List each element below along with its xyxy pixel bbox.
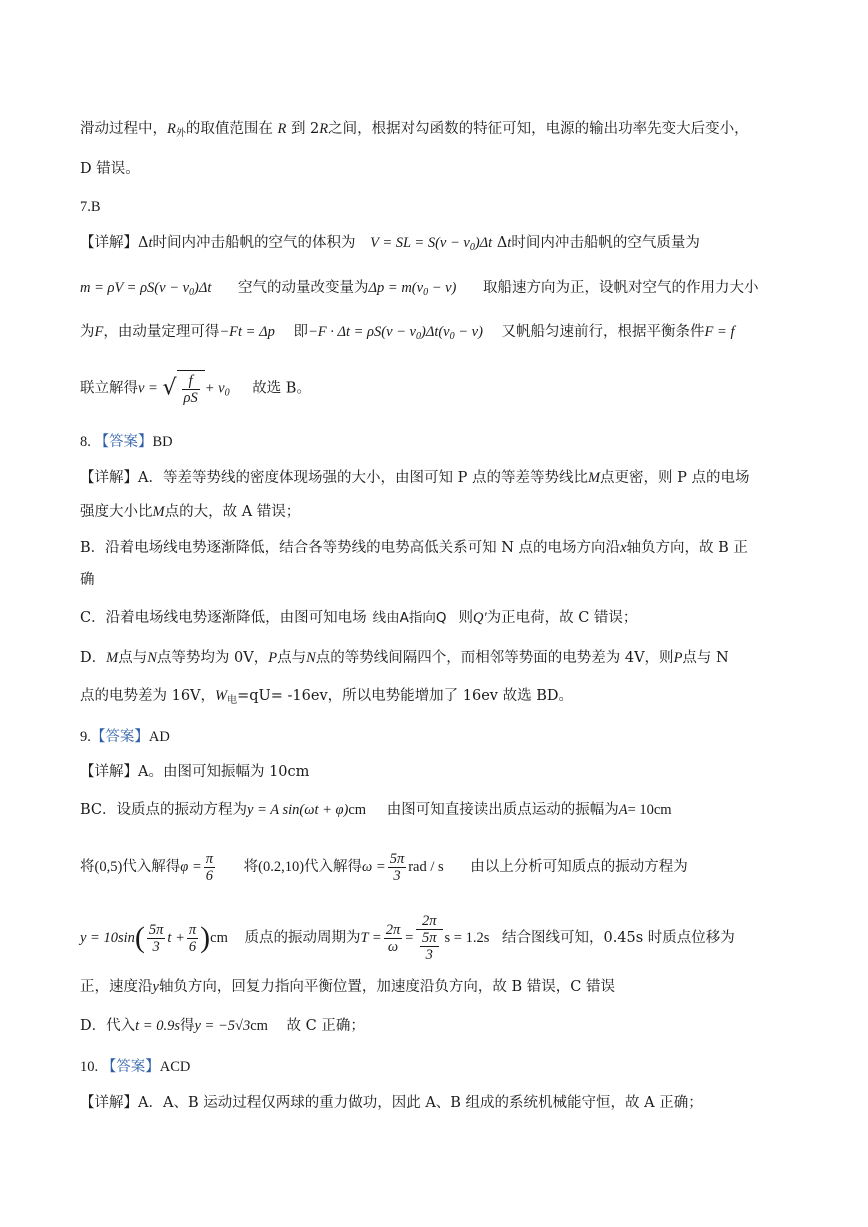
text-line: 将(0,5)代入解得φ = $\frac{\pi}{6}$ 将(0.2,10)代入解得ω = $\frac{5\pi}{3}$ rad / s 由以上分析可知质点的振动方程为	[80, 850, 688, 884]
formula: V = SL = $S(v - v_0)\Delta t$	[370, 235, 493, 253]
fraction: $\frac{\pi}{6}$	[188, 921, 197, 955]
text-line: 联立解得v = √ $\frac{f}{\rho S}$ + $v_0$ 故选 B。	[80, 370, 311, 412]
fraction: $\frac{\pi}{6}$	[205, 850, 213, 884]
text-line: D．代入t = 0.9s得y = −5√3cm 故 C 正确；	[80, 1018, 365, 1034]
text-line: 【详解】A．等差等势线的密度体现场强的大小，由图可知 P 点的等差等势线比M点更密，则 P 点的电场	[80, 470, 750, 486]
text-line: D 错误。	[80, 161, 140, 177]
answer-heading: 8. 【答案】BD	[80, 434, 173, 450]
text-line: 正，速度沿y轴负方向，回复力指向平衡位置，加速度沿负方向，故 B 错误，C 错误	[80, 979, 616, 995]
text-line: C．沿着电场线电势逐渐降低，由图可知电场 线由A指向Q 则Q′为正电荷，故 C 错误；	[80, 610, 638, 626]
text-line: $m = \rho V = \rho S(v - v_0)\Delta t$ 空气的动量改变量为$\Delta p = m(v_0 - v)$ 取船速方向为正，设帆对空气的作用力大小	[80, 280, 759, 298]
fraction: $\frac{5\pi}{3}$	[148, 921, 164, 955]
text-line: 【详解】A．A、B 运动过程仅两球的重力做功，因此 A、B 组成的系统机械能守恒，故 A 正确；	[80, 1095, 703, 1111]
answer-heading: 10. 【答案】ACD	[80, 1059, 191, 1075]
formula: $m = \rho V = \rho S(v - v_0)\Delta t$	[80, 280, 212, 298]
text-line: BC．设质点的振动方程为y = A sin(ωt + φ)cm 由图可知直接读出质点运动的振幅为A= 10cm	[80, 802, 672, 818]
text-line: y = 10sin( $\frac{5\pi}{3}$ t + $\frac{\pi}{6}$ )cm 质点的振动周期为T = $\frac{2\pi}{\omega}$ = $\frac{2\pi}{\frac{5\pi}{3}}$ s = 1.2s 结合图线可知，0.45s 时质点位移为	[80, 913, 735, 963]
fraction: $\frac{5\pi}{3}$	[389, 850, 405, 884]
text-line: 点的电势差为 16V，$W_电=qU= -16ev$，所以电势能增加了 16ev 故选 BD。	[80, 688, 573, 706]
text-line: 为F，由动量定理可得−Ft = Δp 即$-F \cdot \Delta t = \rho S(v - v_0)\Delta t(v_0 - v)$ 又帆船匀速前行，根据平衡条件F = f	[80, 324, 735, 342]
text-line: 强度大小比M点的大，故 A 错误；	[80, 504, 301, 520]
text-line: D．M点与N点等势均为 0V，P点与N点的等势线间隔四个，而相邻等势面的电势差为 4V，则P点与 N	[80, 650, 729, 666]
formula: $\Delta p = m(v_0 - v)$	[368, 280, 457, 298]
fraction: $\frac{2\pi}{\frac{5\pi}{3}}$	[416, 913, 443, 963]
fraction: $\frac{2\pi}{\omega}$	[385, 921, 401, 955]
text-line: 【详解】A。由图可知振幅为 10cm	[80, 764, 310, 780]
text-line: B．沿着电场线电势逐渐降低，结合各等势线的电势高低关系可知 N 点的电场方向沿x轴负方向，故 B 正	[80, 540, 748, 556]
formula: $-F \cdot \Delta t = \rho S(v - v_0)\Delta t(v_0 - v)$	[307, 324, 483, 342]
sqrt-expression: $\frac{f}{\rho S}$	[177, 370, 205, 407]
text-line: 【详解】Δt时间内冲击船帆的空气的体积为 V = SL = $S(v - v_0)\Delta t$ Δt时间内冲击船帆的空气质量为	[80, 235, 700, 253]
answer-heading: 9.【答案】AD	[80, 729, 170, 745]
text-line: 确	[80, 572, 95, 588]
question-number: 7.B	[80, 199, 101, 215]
text-line: 滑动过程中，$R_外$的取值范围在 R 到 2R之间，根据对勾函数的特征可知，电源的输出功率先变大后变小，	[80, 121, 749, 139]
